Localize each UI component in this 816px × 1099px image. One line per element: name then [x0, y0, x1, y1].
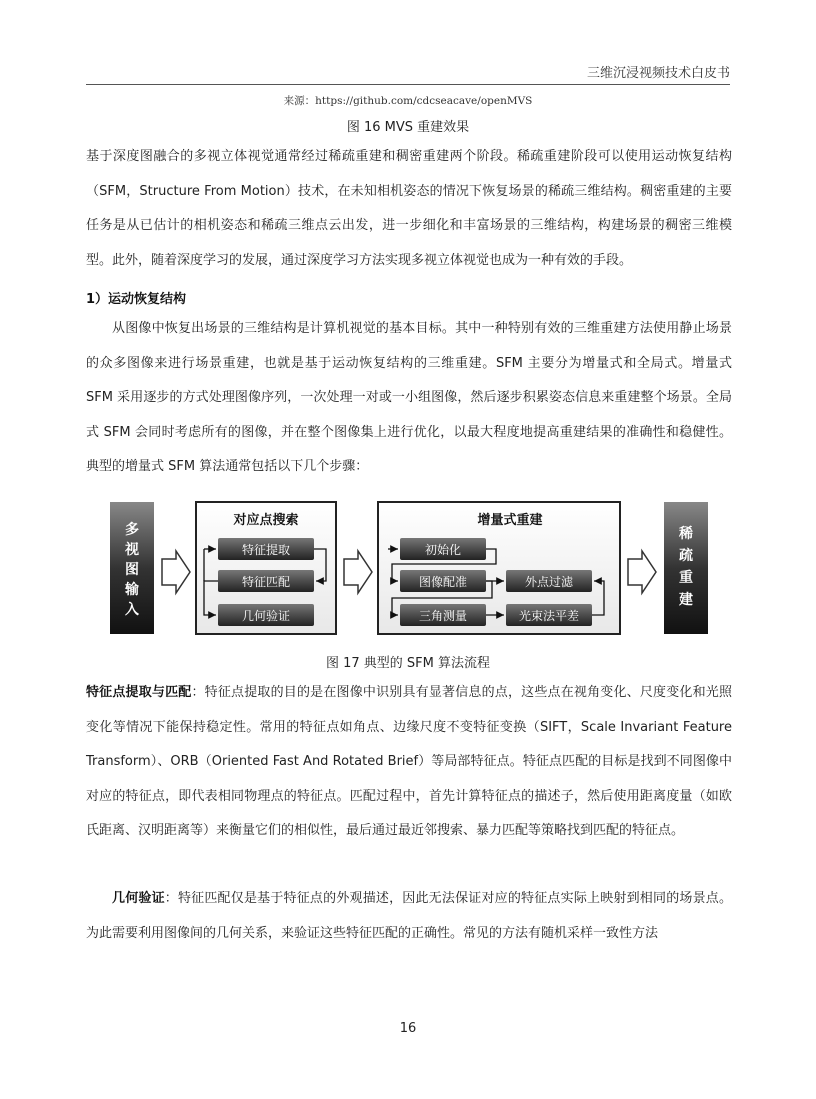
output-char: 重	[679, 570, 693, 586]
output-block	[664, 502, 708, 634]
flow-arrow-icon	[628, 551, 656, 593]
flow-arrow-icon	[162, 551, 190, 593]
output-char: 建	[679, 592, 693, 608]
running-header: 三维沉浸视频技术白皮书	[586, 66, 730, 81]
input-char: 多	[125, 522, 139, 538]
paragraph-text: ：特征点提取的目的是在图像中识别具有显著信息的点，这些点在视角变化、尺度变化和光照变化等情况下能保持稳定性。常用的特征点如角点、边缘尺度不变特征变换（SIFT，Scale Invariant Feature Transform）、ORB（Oriented Fast And Rotated Brief）等局部特征点。特征点匹配的目标是找到不同图像中对应的特征点，即代表相同物理点的特征点。匹配过程中，首先计算特征点的描述子，然后使用距离度量（如欧氏距离、汉明距离等）来衡量它们的相似性，最后通过最近邻搜索、暴力匹配等策略找到匹配的特征点。	[86, 685, 732, 839]
step-label: 几何验证	[241, 609, 291, 623]
figure17-caption: 图 17 典型的 SFM 算法流程	[325, 656, 491, 671]
section-heading-sfm: 1）运动恢复结构	[86, 292, 187, 307]
step-label: 图像配准	[418, 575, 468, 589]
flow-arrow-icon	[344, 551, 372, 593]
sfm-pipeline-diagram	[104, 494, 708, 640]
paragraph-text: ：特征匹配仅是基于特征点的外观描述，因此无法保证对应的特征点实际上映射到相同的场景点。为此需要利用图像间的几何关系，来验证这些特征匹配的正确性。常见的方法有随机采样一致性方法	[86, 891, 732, 941]
page-number: 16	[399, 1021, 417, 1036]
header-divider	[86, 84, 730, 85]
step-label: 外点过滤	[524, 575, 574, 589]
figure16-caption: 图 16 MVS 重建效果	[346, 120, 470, 135]
term-feature-matching: 特征点提取与匹配	[86, 685, 192, 700]
paragraph-feature-matching	[86, 676, 732, 849]
group1-title: 对应点搜索	[233, 513, 299, 528]
input-char: 输	[125, 582, 139, 598]
paragraph-sfm: 从图像中恢复出场景的三维结构是计算机视觉的基本目标。其中一种特别有效的三维重建方法使用静止场景的众多图像来进行场景重建，也就是基于运动恢复结构的三维重建。SFM 主要分为增量式和全局式。增量式 SFM 采用逐步的方式处理图像序列，一次处理一对或一小组图像，然后逐步积累姿态信息来重建整个场景。全局式 SFM 会同时考虑所有的图像，并在整个图像集上进行优化，以最大程度地提高重建结果的准确性和稳健性。典型的增量式 SFM 算法通常包括以下几个步骤：	[86, 321, 732, 475]
group2-title: 增量式重建	[477, 513, 543, 528]
term-geometric-verification: 几何验证	[112, 891, 165, 906]
input-char: 入	[125, 602, 139, 618]
output-char: 疏	[679, 548, 693, 564]
step-label: 光束法平差	[518, 609, 580, 623]
input-char: 图	[125, 562, 139, 578]
step-label: 三角测量	[418, 609, 468, 623]
step-label: 特征提取	[241, 543, 291, 557]
step-label: 初始化	[424, 543, 462, 557]
step-label: 特征匹配	[241, 575, 291, 589]
output-char: 稀	[679, 526, 693, 542]
paragraph-geometric-verification	[86, 882, 732, 951]
input-char: 视	[125, 542, 139, 558]
figure-source: 来源：https://github.com/cdcseacave/openMVS	[283, 95, 533, 107]
paragraph-intro: 基于深度图融合的多视立体视觉通常经过稀疏重建和稠密重建两个阶段。稀疏重建阶段可以使用运动恢复结构（SFM，Structure From Motion）技术，在未知相机姿态的情况下恢复场景的稀疏三维结构。稠密重建的主要任务是从已估计的相机姿态和稀疏三维点云出发，进一步细化和丰富场景的三维结构，构建场景的稠密三维模型。此外，随着深度学习的发展，通过深度学习方法实现多视立体视觉也成为一种有效的手段。	[86, 149, 732, 268]
